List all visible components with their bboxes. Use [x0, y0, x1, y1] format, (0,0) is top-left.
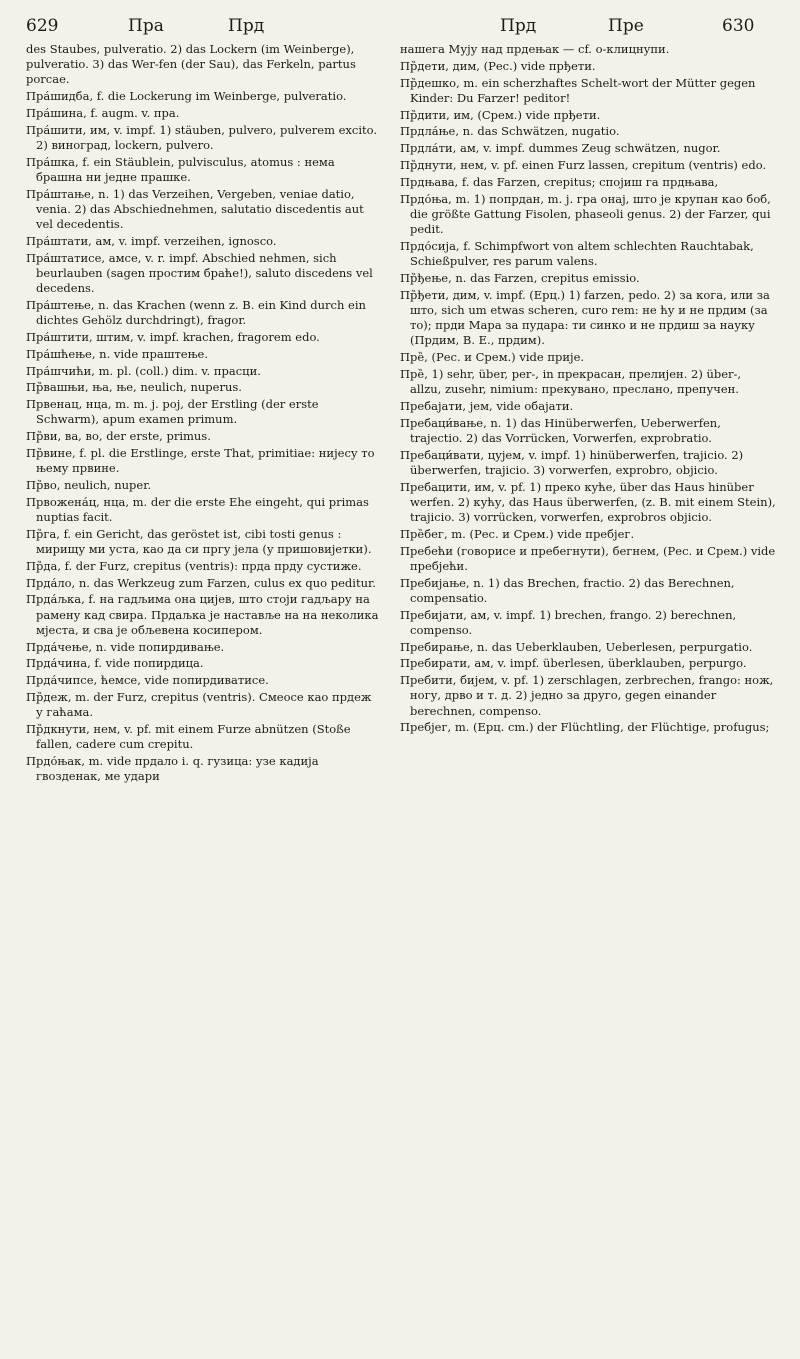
dictionary-entry: Пр̏днути, нем, v. pf. einen Furz lassen, crepitum (ventris) edo.	[400, 157, 767, 172]
left-column	[26, 42, 380, 786]
dictionary-entry: Пр̏вине, f. pl. die Erstlinge, erste That, primitiae: нијесу то њему првине.	[26, 445, 375, 476]
guide-word-left-1: Пра	[128, 16, 164, 36]
page-number-right: 630	[722, 16, 755, 36]
dictionary-entry: Пра́штање, n. 1) das Verzeihen, Vergeben, veniae datio, venia. 2) das Abschiednehmen, salutatio discedentis aut vel decedentis.	[26, 186, 364, 232]
dictionary-entry: Пребијати, ам, v. impf. 1) brechen, frango. 2) berechnen, compenso.	[400, 607, 737, 637]
dictionary-entry: Прдо́ња, m. 1) попрдан, m. j. гра онај, што је крупан као боб, die größte Gattung Fisolen, phaseoli genus. 2) der Farzer, qui pedit.	[400, 191, 771, 236]
guide-word-right-2: Пре	[608, 16, 644, 36]
dictionary-entry: Пр̏ви, ва, во, der erste, primus.	[26, 429, 211, 444]
dictionary-entry: Пр̏ђење, n. das Farzen, crepitus emissio.	[400, 270, 640, 285]
dictionary-entry: Пр̏деж, m. der Furz, crepitus (ventris). Смеосе као прдеж у гаћама.	[26, 689, 372, 720]
dictionary-entry: Пра́штење, n. das Krachen (wenn z. B. ein Kind durch ein dichtes Gehölz durchdringt), fragor.	[26, 298, 366, 328]
dictionary-entry: Пр̏да, f. der Furz, crepitus (ventris): прда прду сустиже.	[26, 558, 362, 573]
dictionary-entry: Прдла́ње, n. das Schwätzen, nugatio.	[400, 124, 620, 139]
dictionary-entry: Пра́штати, ам, v. impf. verzeihen, ignosco.	[26, 234, 277, 248]
dictionary-entry: Прдњава, f. das Farzen, crepitus; спојиш га прдњава,	[400, 174, 719, 189]
dictionary-entry: Пр̏вашњи, ња, ње, neulich, nuperus.	[26, 380, 242, 395]
dictionary-entry: нашега Мују над прдењак — cf. о-клицнупи.	[400, 42, 670, 56]
guide-word-left-2: Прд	[228, 16, 265, 36]
dictionary-entry: Првожена́ц, нца, m. der die erste Ehe eingeht, qui primas nuptias facit.	[26, 494, 369, 524]
dictionary-entry: Пребаци́вање, n. 1) das Hinüberwerfen, Ueberwerfen, trajectio. 2) das Vorrücken, Vorwerfen, exprobratio.	[400, 415, 721, 445]
dictionary-entry: Прдла́ти, ам, v. impf. dummes Zeug schwätzen, nugor.	[400, 141, 721, 156]
dictionary-entry: Пра́шити, им, v. impf. 1) stäuben, pulvero, pulverem excito. 2) виноград, lockern, pulvero.	[26, 122, 378, 152]
dictionary-entry: Пребити, бијем, v. pf. 1) zerschlagen, zerbrechen, frango: нож, ногу, дрво и т. д. 2) једно за друго, gegen einander berechnen, compenso.	[400, 673, 774, 718]
dictionary-entry: Пре̏, 1) sehr, über, per-, in прекрасан, прелијен. 2) über-, allzu, zusehr, nimium: прекувано, пресланo, препучен.	[400, 366, 742, 396]
dictionary-entry: Прда́чипсе, ћемсе, vide попирдиватисе.	[26, 673, 269, 688]
dictionary-entry: Пр̏дити, им, (Срем.) vide прђети.	[400, 107, 601, 122]
dictionary-entry: Пра́штатисе, амсе, v. r. impf. Abschied nehmen, sich beurlauben (sagen простим браће!), saluto discedens vel decedens.	[26, 250, 373, 296]
dictionary-entry: Пребирање, n. das Ueberklauben, Ueberlesen, perpurgatio.	[400, 639, 753, 654]
dictionary-entry: Прда́љка, f. на гадљима она цијев, што стоји гадљару на рамену кад свира. Прдаљка је наставље на на неколика мјеста, и сва је обљевена косипером.	[26, 592, 379, 637]
dictionary-entry: Пр̏дети, дим, (Рес.) vide прђети.	[400, 58, 596, 73]
dictionary-entry: Прда́чење, n. vide попирдивање.	[26, 639, 225, 654]
dictionary-entry: Пра́шћење, n. vide праштење.	[26, 346, 208, 361]
dictionary-entry: Прда́ло, n. das Werkzeug zum Farzen, culus ex quo peditur.	[26, 575, 376, 590]
dictionary-entry: Прдо́сија, f. Schimpfwort von altem schlechten Rauchtabak, Schießpulver, res parum valens.	[400, 238, 754, 268]
dictionary-entry: Пра́шчићи, m. pl. (coll.) dim. v. прасци.	[26, 363, 261, 378]
dictionary-entry: Пре̏, (Рес. и Срем.) vide прије.	[400, 349, 585, 364]
dictionary-entry: Пр̏ђети, дим, v. impf. (Ерц.) 1) farzen, pedo. 2) за кога, или за што, sich um etwas scheren, curo rem: не ћу и не прдим (за то); прди Мара за пудара: ти синко и не прдиш за науку (Прдим, B. E., прдим).	[400, 287, 770, 348]
dictionary-entry: Пр̏дкнути, нем, v. pf. mit einem Furze abnützen (Stoße fallen, cadere cum crepitu.	[26, 721, 351, 752]
guide-word-right-1: Прд	[500, 16, 537, 36]
dictionary-entry: Пребајати, јем, vide обајати.	[400, 398, 574, 413]
dictionary-entry: des Staubes, pulveratio. 2) das Lockern (im Weinberge), pulveratio. 3) das Wer-fen (der Sau), das Ferkeln, partus porcae.	[26, 42, 356, 87]
dictionary-entry: Пр̏во, neulich, nuper.	[26, 477, 152, 492]
dictionary-entry: Пр̏дешко, m. ein scherzhaftes Schelt-wort der Mütter gegen Kinder: Du Farzer! peditor!	[400, 75, 756, 105]
page-number-left: 629	[26, 16, 59, 36]
dictionary-entry: Прдо́њак, m. vide прдало i. q. гузица: узе кадија гвозденак, ме удари	[26, 753, 319, 784]
dictionary-entry: Пребирати, ам, v. impf. überlesen, überklauben, perpurgo.	[400, 656, 747, 671]
dictionary-entry: Пребијање, n. 1) das Brechen, fractio. 2) das Berechnen, compensatio.	[400, 575, 735, 605]
dictionary-entry: Пребјег, m. (Ерц. cm.) der Flüchtling, der Flüchtige, profugus;	[400, 720, 770, 735]
dictionary-entry: Пре̏бег, m. (Рес. и Срем.) vide пребјег.	[400, 526, 635, 541]
dictionary-entry: Пра́шка, f. ein Stäublein, pulvisculus, atomus : нема брашна ни једне прашке.	[26, 154, 335, 184]
dictionary-entry: Прда́чина, f. vide попирдица.	[26, 656, 204, 671]
dictionary-entry: Првенац, нца, m. m. j. рој, der Erstling (der erste Schwarm), apum examen primum.	[26, 397, 319, 427]
right-column	[400, 42, 776, 737]
dictionary-entry: Пребаци́вати, цујем, v. impf. 1) hinüberwerfen, trajicio. 2) überwerfen, trajicio. 3) vorwerfen, exprobro, objicio.	[400, 447, 744, 477]
dictionary-entry: Пр̏га, f. ein Gericht, das geröstet ist, cibi tosti genus : мирищу ми уста, као да си пргу јела (у пришовијетки).	[26, 526, 372, 556]
dictionary-entry: Пребећи (говорисе и пребегнути), бегнем, (Рес. и Срем.) vide пребјећи.	[400, 543, 776, 573]
dictionary-entry: Пра́шидба, f. die Lockerung im Weinberge, pulveratio.	[26, 89, 347, 104]
dictionary-entry: Пра́штити, штим, v. impf. krachen, fragorem edo.	[26, 330, 320, 344]
dictionary-entry: Пра́шина, f. augm. v. прa.	[26, 106, 180, 120]
dictionary-entry: Пребацити, им, v. pf. 1) преко куће, über das Haus hinüber werfen. 2) кућу, das Haus überwerfen, (z. B. mit einem Stein), trajicio. 3) vorrücken, vorwerfen, exprobros objicio.	[400, 479, 776, 524]
